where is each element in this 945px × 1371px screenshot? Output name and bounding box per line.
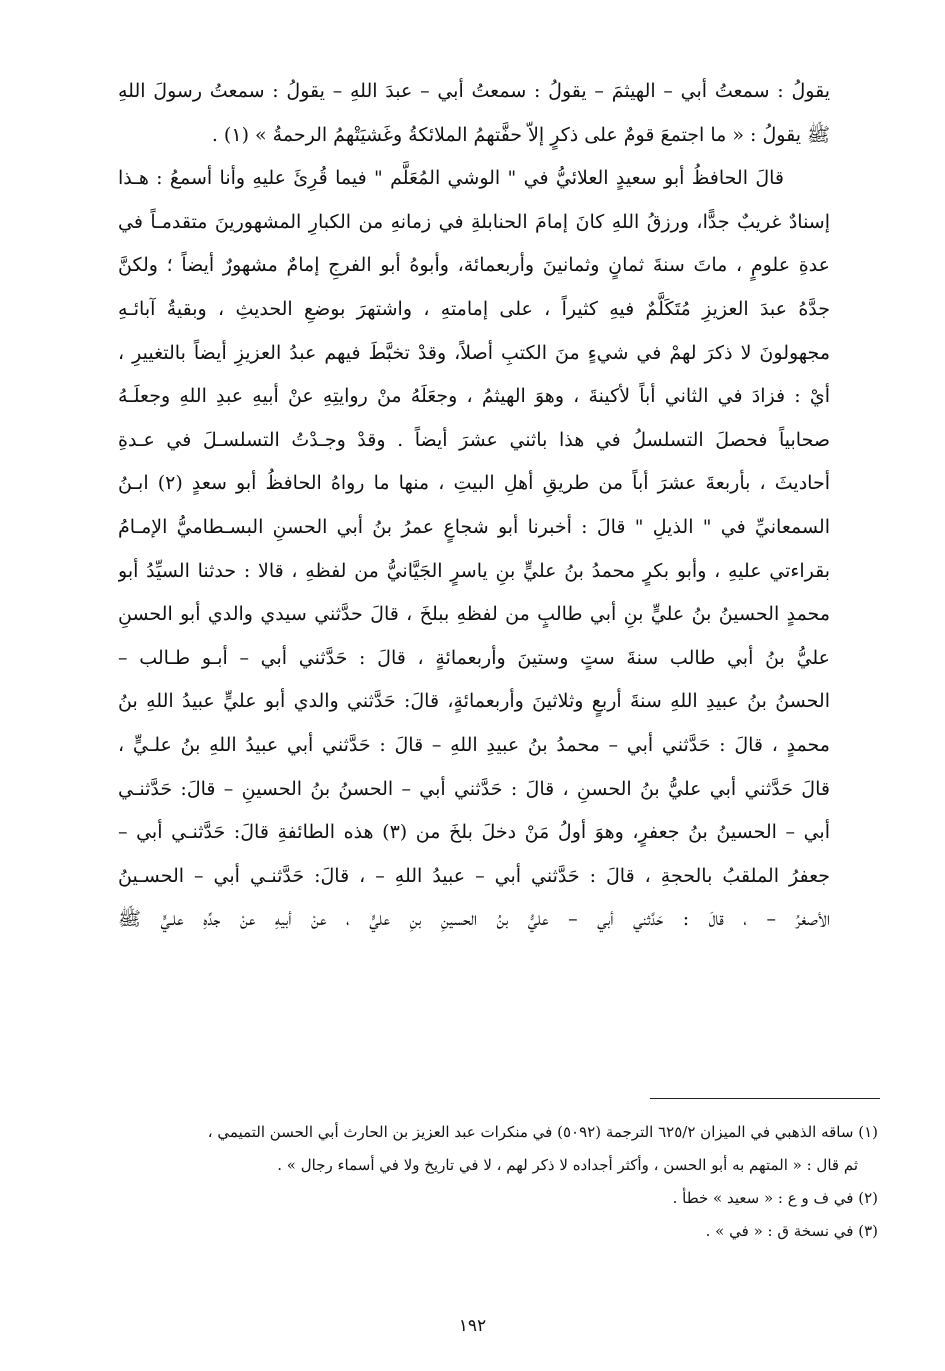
text-line: قالَ حَدَّثني أبي عليُّ بنُ الحسنِ ، قالَ : حَدَّثني أبي – الحسنُ بنُ الحسينِ – قالَ: حَدَّثنـي — [118, 777, 830, 800]
footnotes-block — [118, 1116, 878, 1248]
text-line: أيْ : فزادَ في الثاني أباً لأكينةَ ، وهوَ الهيثمُ ، وجعَلَهُ منْ روايتِهِ عنْ أبيهِ عبدِ اللهِ وجعلَـهُ — [118, 385, 830, 408]
footnote-3: (٣) في نسخة ق : « في » . — [705, 1222, 878, 1240]
text-line: بقراءتي عليهِ ، وأبو بكرٍ محمدُ بنُ عليٍّ بنِ ياسرٍ الجَيَّانيُّ من لفظهِ ، قالا : حدثنا السيِّدُ أبو — [118, 559, 830, 582]
text-line: محمدٍ الحسينُ بنُ عليٍّ بنِ أبي طالبٍ من لفظهِ ببلخَ ، قالَ حدَّثني سيدي والدي أبو الحسنِ — [118, 603, 830, 626]
page-number: ١٩٢ — [458, 1316, 487, 1336]
text-line: ﷺ يقولُ : « ما اجتمعَ قومٌ على ذكرٍ إلاّ حفَّتهمُ الملائكةُ وغَشيَتْهمُ الرحمةُ » (١) . — [211, 123, 830, 146]
text-line: يقولُ : سمعتُ أبي – الهيثمَ – يقولُ : سمعتُ أبي – عبدَ اللهِ – يقولُ : سمعتُ رسولَ اللهِ — [118, 80, 830, 102]
text-line: أبي – الحسينُ بنُ جعفرٍ، وهوَ أولُ مَنْ دخلَ بلخَ من (٣) هذه الطائفةِ قالَ: حَدَّثنـي أبي – — [118, 821, 830, 844]
text-line: قالَ الحافظُ أبو سعيدٍ العلائيُّ في " الوشي المُعَلَّم " فيما قُرِئَ عليهِ وأنا أسمعُ : هـذا — [118, 167, 784, 190]
text-line: صحابياً فحصلَ التسلسلُ في هذا باثني عشرَ أيضاً . وقدْ وجـدْتُ التسلسـلَ في عـدةِ — [118, 428, 830, 451]
footnote-separator — [650, 1098, 880, 1099]
footnote-1-continuation: ثم قال : « المتهم به أبو الحسن ، وأكثر أجداده لا ذكر لهم ، لا في تاريخ ولا في أسماء رجال » . — [277, 1156, 858, 1174]
text-line: محمدٍ ، قالَ : حَدَّثني أبي – محمدُ بنُ عبيدِ اللهِ – قالَ : حَدَّثني أبي عبيدُ اللهِ بنُ علـيٍّ ، — [118, 733, 830, 756]
text-line: الأصغرُ – ، قالَ : حَدَّثني أبي – عليُّ بنُ الحسينِ بنِ عليٍّ ، عنْ أبيهِ عنْ جدِّهِ علـيٍّ ﷺ — [118, 908, 830, 931]
text-line: عليُّ بنُ أبي طالب سنةَ ستٍ وستينَ وأربعمائةٍ ، قالَ : حَدَّثني أبي – أبـو طـالب – — [118, 646, 830, 669]
main-text-block — [118, 70, 830, 942]
text-line: عدةِ علومٍ ، ماتَ سنةَ ثمانٍ وثمانينَ وأربعمائة، وأبوهُ أبو الفرجِ إمامٌ مشهورٌ أيضاً ؛ ولكنَّ — [118, 254, 830, 277]
text-line: جعفرُ الملقبُ بالحجةِ ، قالَ : حَدَّثني أبي – عبيدُ اللهِ – ، قالَ: حَدَّثنـي أبي – الحسـينُ — [118, 864, 830, 887]
text-line: السمعانيِّ في " الذيلِ " قالَ : أخبرنا أبو شجاعٍ عمرُ بنُ أبي الحسنِ البسـطاميُّ الإمـامُ — [118, 515, 830, 538]
text-line: مجهولونَ لا ذكرَ لهمْ في شيءٍ منَ الكتبِ أصلاً، وقدْ تخبَّطَ فيهم عبدُ العزيزِ أيضاً بالتغييرِ ، — [118, 341, 830, 364]
footnote-1: (١) ساقه الذهبي في الميزان ٦٢٥/٢ الترجمة (٥٠٩٢) في منكرات عبد العزيز بن الحارث أبي الحسن التميمي ، — [207, 1123, 878, 1141]
footnote-2: (٢) في ف و ع : « سعيد » خطأ . — [672, 1189, 878, 1207]
text-line: جدَّهُ عبدَ العزيزِ مُتَكَلَّمٌ فيهِ كثيراً ، على إمامتهِ ، واشتهرَ بوضعِ الحديثِ ، وبقيةُ آبائـهِ — [118, 297, 830, 320]
text-line: الحسنُ بنُ عبيدِ اللهِ سنةَ أربعٍ وثلاثينَ وأربعمائةٍ، قالَ: حَدَّثني والدي أبو عليٍّ عبيدُ اللهِ بنُ — [118, 690, 830, 713]
text-line: إسنادٌ غريبٌ جدًّا، ورزقُ اللهِ كانَ إمامَ الحنابلةِ في زمانهِ من الكبارِ المشهورينَ متقدمـاً في — [118, 210, 830, 233]
text-line: أحاديثَ ، بأربعةَ عشرَ أباً من طريقِ أهلِ البيتِ ، منها ما رواهُ الحافظُ أبو سعدٍ (٢) ابـنُ — [118, 472, 830, 495]
